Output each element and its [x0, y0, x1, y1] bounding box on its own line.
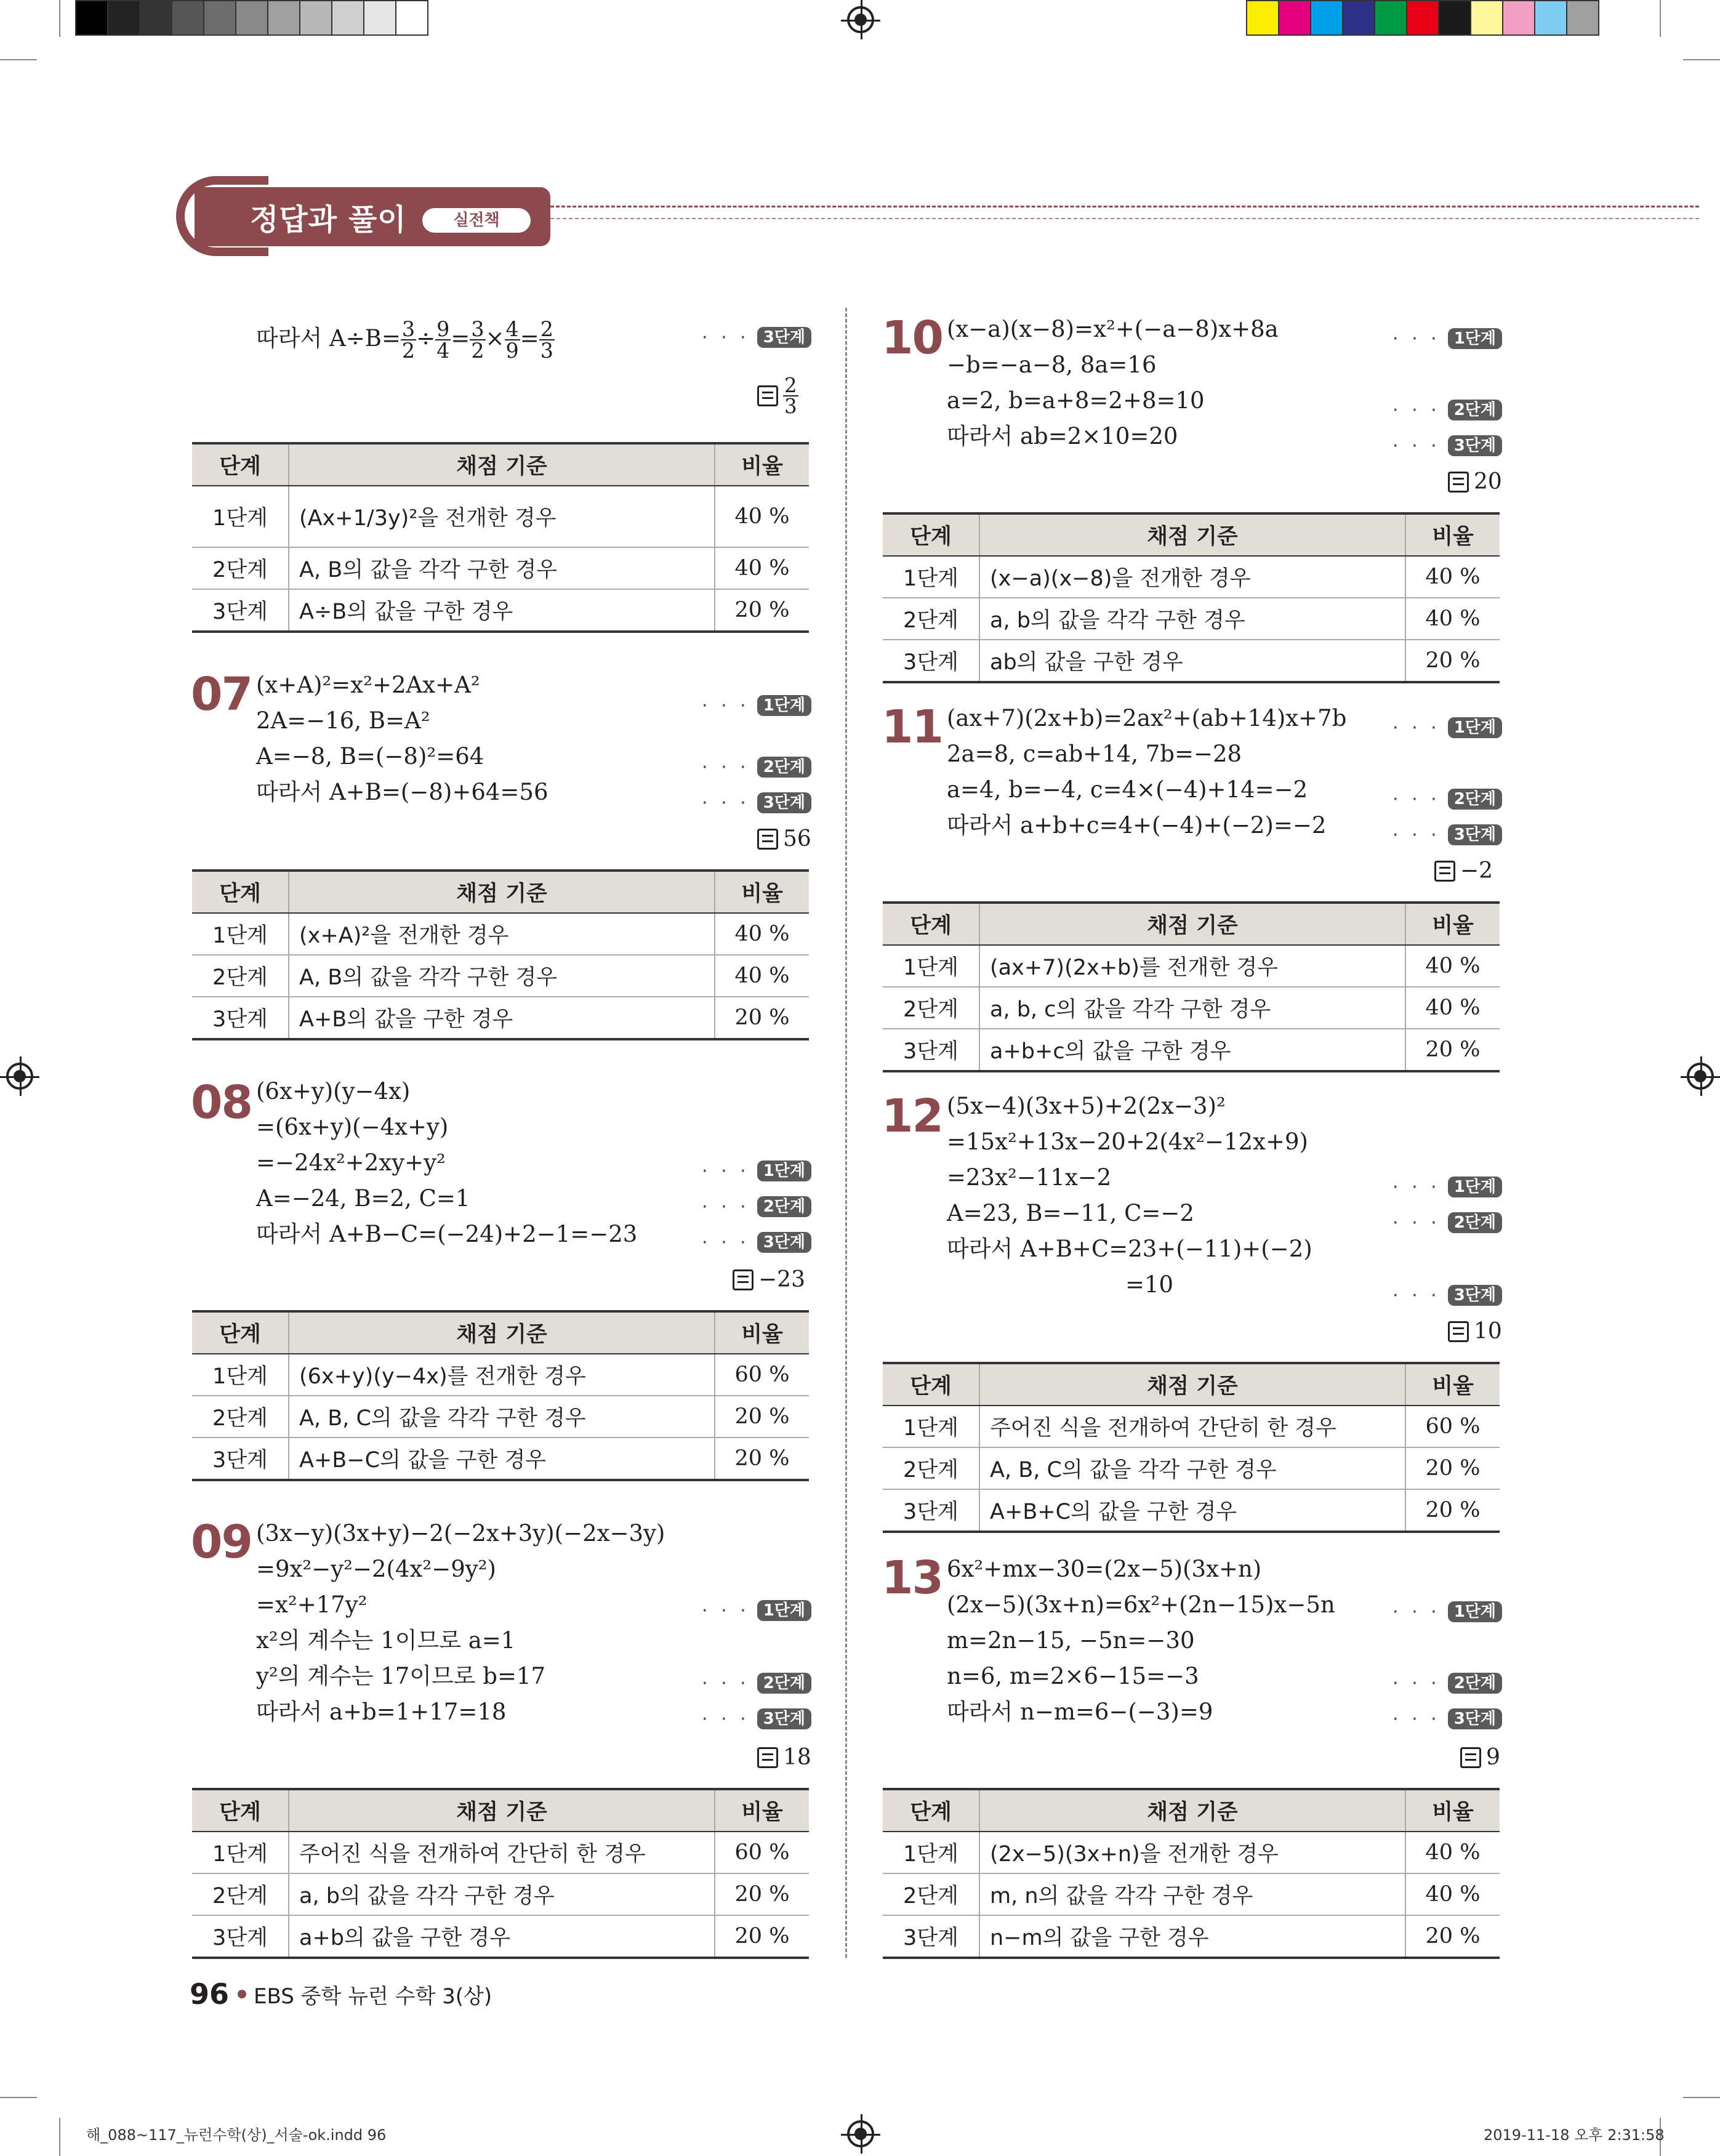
solution-line: 2A=−16, B=A² [256, 707, 430, 734]
solution-line: (x−a)(x−8)=x²+(−a−8)x+8a [947, 316, 1279, 342]
table-cell-step: 2단계 [883, 598, 979, 640]
table-cell-ratio: 40 % [1405, 1832, 1500, 1873]
solution-line: =x²+17y² [256, 1591, 368, 1618]
table-row [192, 589, 809, 632]
table-cell-criteria: a+b+c의 값을 구한 경우 [979, 1029, 1405, 1071]
table-row [192, 1396, 809, 1438]
step-marker-1: · · · 1단계 [1392, 717, 1502, 739]
answer-icon [1448, 1321, 1469, 1342]
table-cell-criteria: A, B, C의 값을 각각 구한 경우 [979, 1447, 1405, 1489]
table-cell-step: 2단계 [192, 1396, 289, 1438]
table-cell-criteria: 주어진 식을 전개하여 간단히 한 경우 [289, 1832, 715, 1873]
table-cell-criteria: ab의 값을 구한 경우 [979, 640, 1405, 682]
table-header-row [883, 1789, 1500, 1832]
answer-13: 9 [1460, 1745, 1500, 1770]
table-cell-step: 1단계 [192, 913, 289, 955]
solution-line: 따라서 ab=2×10=20 [947, 423, 1178, 449]
table-cell-step: 2단계 [192, 547, 289, 589]
column-header: 단계 [192, 1311, 289, 1354]
page-footer [190, 1977, 492, 2011]
solution-line: x²의 계수는 1이므로 a=1 [256, 1627, 516, 1654]
table-cell-step: 1단계 [192, 1354, 289, 1396]
trim-mark [1660, 0, 1661, 37]
table-cell-step: 1단계 [883, 945, 979, 987]
solution-line: =(6x+y)(−4x+y) [256, 1114, 449, 1140]
problem-number: 12 [882, 1090, 942, 1143]
answer-07: 56 [757, 826, 811, 851]
table-cell-ratio: 20 % [715, 997, 809, 1039]
solution-line: 따라서 A+B+C=23+(−11)+(−2) [947, 1236, 1312, 1262]
color-swatch [363, 0, 396, 36]
step-marker-3: · · · 3단계 [1392, 824, 1502, 846]
color-swatch [1566, 0, 1599, 36]
table-cell-step: 1단계 [883, 556, 979, 598]
table-cell-criteria: A, B, C의 값을 각각 구한 경우 [289, 1396, 715, 1438]
table-cell-step: 3단계 [192, 997, 289, 1039]
column-header: 채점 기준 [979, 1789, 1405, 1832]
color-swatch [299, 0, 332, 36]
footer-bullet [238, 1990, 246, 1998]
table-row [883, 945, 1500, 987]
table-row [883, 1406, 1500, 1447]
step-marker-2: · · · 2단계 [1392, 1672, 1502, 1694]
trim-mark [59, 0, 60, 37]
answer-icon [1460, 1747, 1481, 1768]
answer-icon [1434, 861, 1455, 882]
section-title: 정답과 풀이 [250, 203, 407, 237]
date-slug: 2019-11-18 오후 2:31:58 [1484, 2126, 1665, 2144]
problem-number: 10 [882, 312, 942, 364]
header-rule [550, 218, 1699, 219]
color-swatch [1406, 0, 1439, 36]
scoring-table-11 [883, 901, 1500, 1072]
table-cell-criteria: m, n의 값을 각각 구한 경우 [979, 1873, 1405, 1915]
color-swatch [1342, 0, 1375, 36]
solution-line: =23x²−11x−2 [947, 1164, 1112, 1191]
column-header: 채점 기준 [979, 513, 1405, 556]
color-swatch [1246, 0, 1279, 36]
table-cell-criteria: (Ax+1/3y)²을 전개한 경우 [289, 486, 715, 547]
answer-icon [757, 1747, 778, 1768]
table-row [192, 1832, 809, 1873]
solution-line: A=−8, B=(−8)²=64 [256, 743, 484, 770]
table-row [883, 1873, 1500, 1915]
column-header: 채점 기준 [289, 1311, 715, 1354]
table-cell-step: 1단계 [192, 1832, 289, 1873]
table-cell-ratio: 20 % [1405, 640, 1500, 682]
color-swatch [1278, 0, 1311, 36]
table-cell-ratio: 40 % [1405, 598, 1500, 640]
step-marker-1: · · · 1단계 [1392, 1176, 1502, 1198]
step-marker-1: · · · 1단계 [1392, 1601, 1502, 1623]
table-cell-ratio: 60 % [1405, 1406, 1500, 1447]
table-cell-step: 2단계 [883, 987, 979, 1029]
solution-line: =−24x²+2xy+y² [256, 1149, 446, 1176]
solution-line: a=2, b=a+8=2+8=10 [947, 387, 1205, 414]
step-marker-2: · · · 2단계 [702, 756, 811, 778]
solution-line: −b=−a−8, 8a=16 [947, 352, 1157, 378]
column-header: 비율 [1405, 513, 1500, 556]
trim-mark [1683, 59, 1720, 60]
table-cell-ratio: 20 % [715, 1438, 809, 1480]
registration-mark-left [6, 1063, 33, 1090]
solution-line: 따라서 A+B=(−8)+64=56 [256, 779, 549, 805]
color-swatch [1438, 0, 1471, 36]
solution-line: 2a=8, c=ab+14, 7b=−28 [947, 741, 1242, 767]
registration-mark-right [1687, 1063, 1714, 1090]
table-cell-step: 2단계 [883, 1447, 979, 1489]
table-header-row [192, 1789, 809, 1832]
table-cell-criteria: (6x+y)(y−4x)를 전개한 경우 [289, 1354, 715, 1396]
table-cell-criteria: (x+A)²을 전개한 경우 [289, 913, 715, 955]
problem-number: 07 [191, 668, 252, 721]
solution-line: =10 [1125, 1271, 1174, 1298]
table-row [192, 1354, 809, 1396]
table-cell-criteria: A+B의 값을 구한 경우 [289, 997, 715, 1039]
trim-mark [59, 2118, 60, 2156]
answer-11: −2 [1434, 858, 1493, 883]
table-row [883, 987, 1500, 1029]
table-row [192, 1873, 809, 1915]
color-swatch [235, 0, 268, 36]
problem-number: 08 [191, 1076, 252, 1129]
step-marker-1: · · · 1단계 [702, 1599, 811, 1622]
step-marker-1: · · · 1단계 [702, 1160, 811, 1182]
book-title: EBS 중학 뉴런 수학 3(상) [254, 1984, 492, 2009]
column-header: 채점 기준 [289, 1789, 715, 1832]
solution-06-line-prefix: 따라서 A÷B= [256, 324, 401, 352]
solution-line: A=−24, B=2, C=1 [256, 1185, 470, 1212]
step-marker-1: · · · 1단계 [1392, 328, 1502, 350]
answer-icon [757, 829, 778, 850]
color-swatch [395, 0, 428, 36]
table-cell-ratio: 40 % [715, 955, 809, 997]
column-header: 단계 [192, 443, 289, 486]
column-header: 채점 기준 [979, 1363, 1405, 1406]
color-swatch [1374, 0, 1407, 36]
table-cell-step: 3단계 [192, 1915, 289, 1958]
table-cell-criteria: a, b, c의 값을 각각 구한 경우 [979, 987, 1405, 1029]
step-marker-3: · · · 3단계 [1392, 1284, 1502, 1306]
color-swatch [171, 0, 204, 36]
table-cell-ratio: 60 % [715, 1354, 809, 1396]
table-header-row [192, 443, 809, 486]
table-row [883, 556, 1500, 598]
solution-line: (6x+y)(y−4x) [256, 1078, 411, 1104]
header-rule [550, 206, 1699, 207]
scoring-table-09 [192, 1788, 809, 1959]
solution-line: 따라서 a+b+c=4+(−4)+(−2)=−2 [947, 812, 1327, 839]
solution-line: y²의 계수는 17이므로 b=17 [256, 1663, 546, 1689]
step-marker-3: · · · 3단계 [1392, 1708, 1502, 1730]
column-header: 단계 [192, 871, 289, 913]
answer-08: −23 [733, 1267, 805, 1292]
table-cell-ratio: 40 % [715, 913, 809, 955]
problem-number: 13 [882, 1551, 942, 1604]
table-cell-ratio: 20 % [1405, 1489, 1500, 1532]
table-cell-ratio: 20 % [715, 1396, 809, 1438]
solution-line: a=4, b=−4, c=4×(−4)+14=−2 [947, 776, 1308, 803]
step-marker-2: · · · 2단계 [1392, 399, 1502, 421]
solution-line: A=23, B=−11, C=−2 [947, 1200, 1194, 1226]
solution-line: 따라서 n−m=6−(−3)=9 [947, 1699, 1213, 1725]
table-cell-ratio: 20 % [715, 1873, 809, 1915]
step-marker-2: · · · 2단계 [1392, 1212, 1502, 1234]
color-swatch [1470, 0, 1503, 36]
table-header-row [883, 903, 1500, 945]
step-marker-3: · · · 3단계 [702, 792, 811, 814]
solution-line: (3x−y)(3x+y)−2(−2x+3y)(−2x−3y) [256, 1520, 665, 1547]
table-cell-step: 3단계 [883, 1915, 979, 1958]
table-cell-criteria: (2x−5)(3x+n)을 전개한 경우 [979, 1832, 1405, 1873]
column-header: 비율 [715, 1311, 809, 1354]
book-badge: 실전책 [422, 208, 531, 233]
table-cell-step: 3단계 [192, 589, 289, 632]
table-cell-ratio: 20 % [1405, 1447, 1500, 1489]
table-cell-criteria: n−m의 값을 구한 경우 [979, 1915, 1405, 1958]
column-header: 비율 [1405, 1789, 1500, 1832]
solution-line: 따라서 a+b=1+17=18 [256, 1699, 507, 1725]
scoring-table-12 [883, 1362, 1500, 1533]
column-header: 비율 [715, 1789, 809, 1832]
table-row [883, 1489, 1500, 1532]
trim-mark [0, 59, 37, 60]
file-slug: 해_088~117_뉴런수학(상)_서술-ok.indd 96 [86, 2126, 387, 2144]
solution-line: 6x²+mx−30=(2x−5)(3x+n) [947, 1556, 1262, 1582]
column-header: 단계 [883, 1789, 979, 1832]
table-row [883, 1029, 1500, 1071]
table-header-row [192, 871, 809, 913]
column-header: 채점 기준 [289, 443, 715, 486]
color-swatch [1310, 0, 1343, 36]
solution-line: =15x²+13x−20+2(4x²−12x+9) [947, 1128, 1308, 1155]
table-cell-criteria: a, b의 값을 각각 구한 경우 [289, 1873, 715, 1915]
table-cell-criteria: (ax+7)(2x+b)를 전개한 경우 [979, 945, 1405, 987]
scoring-table-10 [883, 512, 1500, 683]
table-header-row [192, 1311, 809, 1354]
table-header-row [883, 513, 1500, 556]
solution-line: =9x²−y²−2(4x²−9y²) [256, 1556, 496, 1582]
table-row [192, 1438, 809, 1480]
cmyk-color-bar [1247, 0, 1599, 36]
step-marker-2: · · · 2단계 [1392, 788, 1502, 810]
column-header: 채점 기준 [289, 871, 715, 913]
table-cell-criteria: a, b의 값을 각각 구한 경우 [979, 598, 1405, 640]
page-number: 96 [190, 1977, 230, 2011]
color-swatch [203, 0, 236, 36]
column-header: 채점 기준 [979, 903, 1405, 945]
table-cell-ratio: 40 % [1405, 987, 1500, 1029]
table-cell-ratio: 20 % [715, 589, 809, 632]
registration-mark-bottom [847, 2120, 874, 2147]
column-header: 단계 [883, 513, 979, 556]
solution-line: n=6, m=2×6−15=−3 [947, 1663, 1199, 1689]
solution-line: 따라서 A+B−C=(−24)+2−1=−23 [256, 1221, 638, 1247]
table-cell-step: 1단계 [883, 1832, 979, 1873]
color-swatch [1534, 0, 1567, 36]
table-cell-step: 1단계 [192, 486, 289, 547]
step-marker-3: · · · 3단계 [702, 1708, 811, 1730]
solution-line: (5x−4)(3x+5)+2(2x−3)² [947, 1093, 1226, 1119]
table-row [192, 547, 809, 589]
color-swatch [1502, 0, 1535, 36]
color-swatch [267, 0, 300, 36]
table-row [192, 997, 809, 1039]
step-marker-3: · · · 3단계 [702, 326, 811, 348]
color-swatch [107, 0, 140, 36]
column-divider [845, 308, 847, 1958]
table-row [883, 640, 1500, 682]
step-marker-3: · · · 3단계 [702, 1231, 811, 1253]
column-header: 비율 [1405, 1363, 1500, 1406]
problem-number: 11 [882, 701, 942, 754]
answer-icon [733, 1269, 754, 1290]
step-marker-2: · · · 2단계 [702, 1672, 811, 1694]
solution-line: m=2n−15, −5n=−30 [947, 1627, 1195, 1654]
column-header: 단계 [192, 1789, 289, 1832]
grayscale-color-bar [76, 0, 428, 36]
table-cell-ratio: 60 % [715, 1832, 809, 1873]
table-cell-criteria: A+B+C의 값을 구한 경우 [979, 1489, 1405, 1532]
step-marker-2: · · · 2단계 [702, 1196, 811, 1218]
color-swatch [331, 0, 364, 36]
column-header: 비율 [1405, 903, 1500, 945]
table-cell-step: 2단계 [883, 1873, 979, 1915]
column-header: 비율 [715, 443, 809, 486]
answer-06: $\frac{2}{3}$ [757, 376, 798, 417]
answer-10: 20 [1448, 469, 1502, 494]
table-row [192, 486, 809, 547]
scoring-table-07 [192, 869, 809, 1040]
color-swatch [75, 0, 108, 36]
column-header: 비율 [715, 871, 809, 913]
table-row [192, 1915, 809, 1958]
column-header: 단계 [883, 903, 979, 945]
table-cell-step: 3단계 [883, 640, 979, 682]
color-swatch [139, 0, 172, 36]
table-cell-ratio: 40 % [715, 486, 809, 547]
trim-mark [0, 2097, 37, 2098]
table-cell-step: 2단계 [192, 955, 289, 997]
table-cell-criteria: A, B의 값을 각각 구한 경우 [289, 955, 715, 997]
step-marker-3: · · · 3단계 [1392, 435, 1502, 457]
table-row [883, 598, 1500, 640]
table-cell-step: 3단계 [883, 1029, 979, 1071]
solution-line: (ax+7)(2x+b)=2ax²+(ab+14)x+7b [947, 705, 1347, 731]
solution-line: (2x−5)(3x+n)=6x²+(2n−15)x−5n [947, 1591, 1335, 1618]
table-row [192, 913, 809, 955]
table-header-row [883, 1363, 1500, 1406]
table-cell-criteria: 주어진 식을 전개하여 간단히 한 경우 [979, 1406, 1405, 1447]
table-cell-ratio: 20 % [1405, 1915, 1500, 1958]
solution-line: (x+A)²=x²+2Ax+A² [256, 672, 480, 698]
registration-mark-top [847, 6, 874, 33]
trim-mark [1683, 2097, 1720, 2098]
table-row [883, 1447, 1500, 1489]
step-marker-1: · · · 1단계 [702, 694, 811, 717]
table-cell-ratio: 40 % [1405, 556, 1500, 598]
header-band-cap [196, 187, 257, 246]
table-cell-step: 2단계 [192, 1873, 289, 1915]
column-header: 단계 [883, 1363, 979, 1406]
scoring-table-08 [192, 1310, 809, 1481]
table-row [192, 955, 809, 997]
table-row [883, 1915, 1500, 1958]
table-cell-criteria: A÷B의 값을 구한 경우 [289, 589, 715, 632]
table-cell-step: 1단계 [883, 1406, 979, 1447]
solution-06-final-line: 따라서 A÷B= $\frac{3}{2}$ ÷ $\frac{9}{4}$ = $\frac{3}{2}$ × $\frac{4}{9}$ = $\frac{2}{3}$ [256, 317, 553, 363]
answer-12: 10 [1448, 1319, 1502, 1344]
table-cell-criteria: a+b의 값을 구한 경우 [289, 1915, 715, 1958]
scoring-table-13 [883, 1788, 1500, 1959]
table-cell-criteria: A+B−C의 값을 구한 경우 [289, 1438, 715, 1480]
answer-icon [757, 385, 778, 406]
table-row [883, 1832, 1500, 1873]
problem-number: 09 [191, 1516, 252, 1569]
table-cell-step: 3단계 [883, 1489, 979, 1532]
table-cell-criteria: A, B의 값을 각각 구한 경우 [289, 547, 715, 589]
table-cell-criteria: (x−a)(x−8)을 전개한 경우 [979, 556, 1405, 598]
table-cell-ratio: 20 % [1405, 1029, 1500, 1071]
answer-icon [1448, 472, 1469, 493]
table-cell-ratio: 40 % [1405, 1873, 1500, 1915]
table-cell-step: 3단계 [192, 1438, 289, 1480]
table-cell-ratio: 40 % [1405, 945, 1500, 987]
table-cell-ratio: 40 % [715, 547, 809, 589]
answer-09: 18 [757, 1745, 811, 1770]
scoring-table-06 [192, 442, 809, 633]
table-cell-ratio: 20 % [715, 1915, 809, 1958]
